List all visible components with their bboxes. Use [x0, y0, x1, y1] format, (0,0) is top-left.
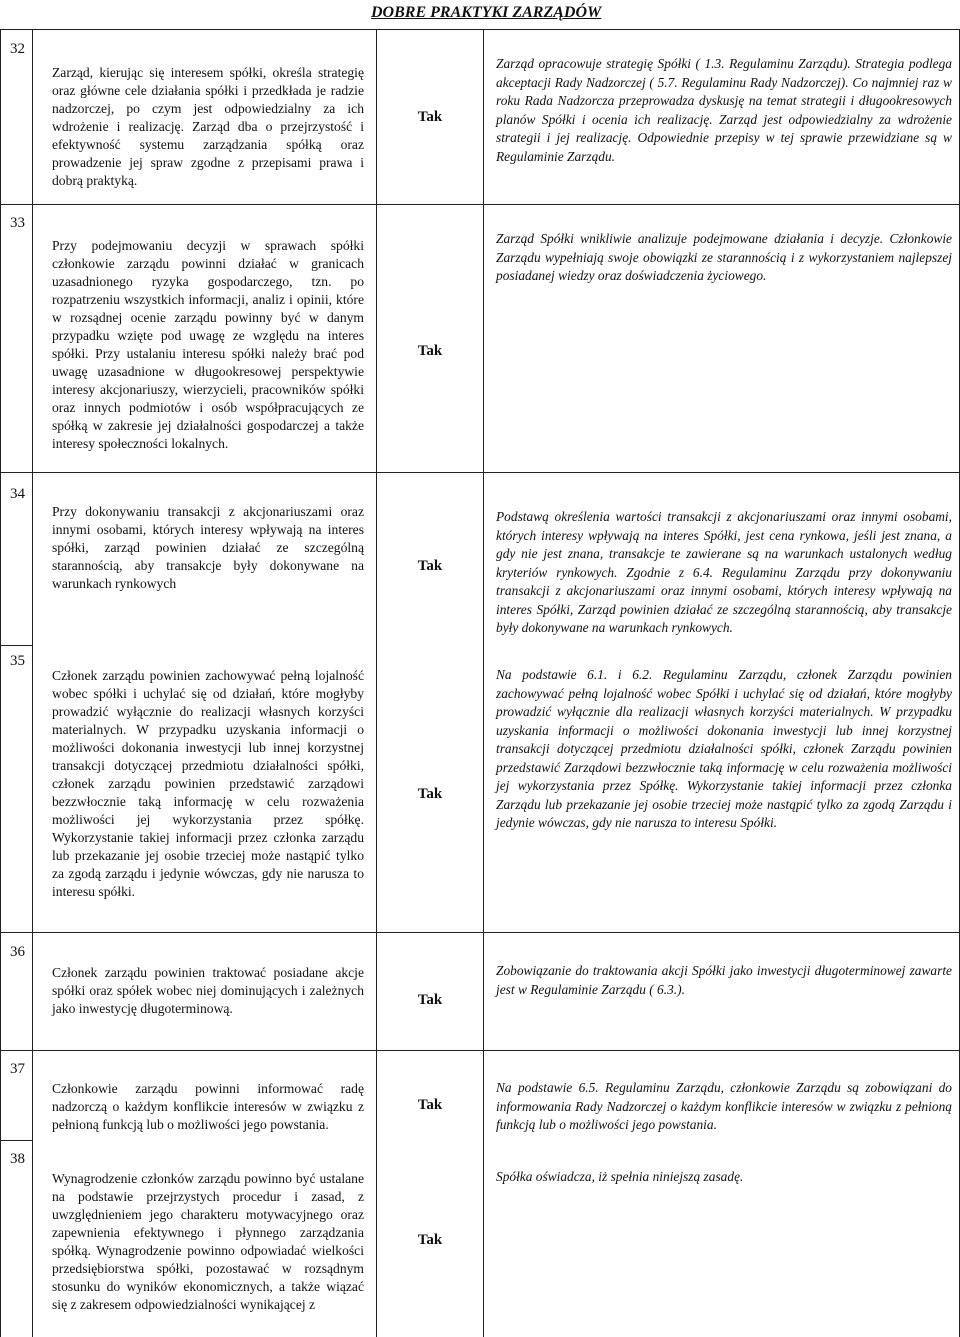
requirement-text: Członek zarządu powinien traktować posiadane akcje spółki oraz spółek wobec niej dominujących i zależnych jako inwestycję długoterminową.: [52, 965, 364, 1016]
comment-text: Podstawą określenia wartości transakcji z akcjonariuszami oraz innymi osobami, których interesy wpływają na interes Spółki, jest cena rynkowa, jeśli jest znana, a gdy nie jest znana, transakcje te zawierane są na warunkach ustalonych według kryteriów rynkowych. Zgodnie z 6.4. Regulaminu Zarządu przy dokonywaniu transakcji z akcjonariuszami oraz innymi osobami, których interesy wpływają na interes Spółki, Zarząd powinien działać ze szczególną starannością, aby transakcje były dokonywane na warunkach rynkowych.: [496, 509, 952, 635]
row-divider: [0, 204, 960, 205]
requirement-text: Zarząd, kierując się interesem spółki, określa strategię oraz główne cele działania spółki i przedkłada je radzie nadzorczej, po czym jest odpowiedzialny za ich wdrożenie i realizację. Zarząd dba o przejrzystość i efektywność systemu zarządzania spółką oraz prowadzenie jej spraw zgodne z przepisami prawa i dobrą praktyką.: [52, 65, 364, 188]
row-number: 37: [10, 1061, 25, 1077]
row-number: 34: [10, 486, 25, 502]
page-title: DOBRE PRAKTYKI ZARZĄDÓW: [371, 4, 602, 21]
row-number: 36: [10, 944, 25, 960]
column-divider: [376, 30, 377, 1337]
row-number: 35: [10, 653, 25, 669]
comment-text: Na podstawie 6.5. Regulaminu Zarządu, członkowie Zarządu są zobowiązani do informowania Rady Nadzorczej o każdym konflikcie interesów w związku z pełnioną funkcją lub o możliwości jego powstania.: [496, 1080, 952, 1132]
comment-text: Zarząd Spółki wnikliwie analizuje podejmowane działania i decyzje. Członkowie Zarządu wypełniają swoje obowiązki ze starannością i z wykorzystaniem najlepszej posiadanej wiedzy oraz doświadczenia życiowego.: [496, 231, 952, 283]
row-number: 38: [10, 1151, 25, 1167]
column-divider: [32, 30, 33, 1337]
requirement-text: Przy dokonywaniu transakcji z akcjonariuszami oraz innymi osobami, których interesy wpływają na interes spółki, zarząd powinien działać ze szczególną starannością, aby transakcje były dokonywane na warunkach rynkowych: [52, 504, 364, 591]
comment-text: Zarząd opracowuje strategię Spółki ( 1.3. Regulaminu Zarządu). Strategia podlega akceptacji Rady Nadzorczej ( 5.7. Regulaminu Rady Nadzorczej). Co najmniej raz w roku Rada Nadzorcza przeprowadza dyskusję na temat strategii i długookresowych planów Spółki i ocenia ich realizację. Zarząd jest odpowiedzialny za wdrożenie strategii i jej realizację. Odpowiednie przepisy w tej sprawie przewidziane są w Regulaminie Zarządu.: [496, 56, 952, 164]
row-divider: [0, 932, 960, 933]
status-value: Tak: [417, 1097, 443, 1113]
row-divider: [0, 472, 960, 473]
requirement-text: Członkowie zarządu powinni informować radę nadzorczą o każdym konflikcie interesów w związku z pełnioną funkcją lub o możliwości jego powstania.: [52, 1081, 364, 1132]
requirement-text: Członek zarządu powinien zachowywać pełną lojalność wobec spółki i uchylać się od działań, które mogłyby prowadzić wyłącznie do realizacji własnych korzyści materialnych. W przypadku uzyskania informacji o możliwości dokonania inwestycji lub innej korzystnej transakcji dotyczącej przedmiotu działalności spółki, członek zarządu powinien przedstawić zarządowi bezzwłocznie taką informację w celu rozważenia możliwości jej wykorzystania przez spółkę. Wykorzystanie takiej informacji przez członka zarządu lub przekazanie jej osobie trzeciej może nastąpić tylko za zgodą zarządu i jedynie wówczas, gdy nie narusza to interesu spółki.: [52, 668, 364, 899]
comment-text: Na podstawie 6.1. i 6.2. Regulaminu Zarządu, członek Zarządu powinien zachowywać pełną lojalność wobec Spółki i uchylać się od działań, które mogłyby prowadzić wyłącznie dla realizacji własnych korzyści materialnych. W przypadku uzyskania informacji o możliwości dokonania inwestycji lub innej korzystnej transakcji dotyczącej przedmiotu działalności spółki, członek Zarządu powinien przedstawić Zarządowi bezzwłocznie taką informację w celu rozważenia możliwości jej wykorzystania przez Spółkę. Wykorzystanie takiej informacji przez członka Zarządu lub przekazanie jej osobie trzeciej może nastąpić tylko za zgodą Zarządu i jedynie wówczas, gdy nie narusza to interesu Spółki.: [496, 667, 952, 830]
status-value: Tak: [417, 343, 443, 359]
row-number: 32: [10, 41, 25, 57]
row-divider: [0, 1050, 960, 1051]
row-number: 33: [10, 215, 25, 231]
status-value: Tak: [417, 786, 443, 802]
row-divider: [0, 645, 32, 646]
status-value: Tak: [417, 109, 443, 125]
comment-text: Spółka oświadcza, iż spełnia niniejszą zasadę.: [496, 1169, 744, 1184]
status-value: Tak: [417, 558, 443, 574]
comment-text: Zobowiązanie do traktowania akcji Spółki jako inwestycji długoterminowej zawarte jest w Regulaminie Zarządu ( 6.3.).: [496, 963, 952, 997]
header-divider: [0, 29, 960, 30]
status-value: Tak: [417, 1232, 443, 1248]
requirement-text: Przy podejmowaniu decyzji w sprawach spółki członkowie zarządu powinni działać w granicach uzasadnionego ryzyka gospodarczego, tzn. po rozpatrzeniu wszystkich informacji, analiz i opinii, które w rozsądnej ocenie zarządu powinny być w danym przypadku wzięte pod uwagę ze względu na interes spółki. Przy ustalaniu interesu spółki należy brać pod uwagę uzasadnione w długookresowej perspektywie interesy akcjonariuszy, wierzycieli, pracowników spółki oraz innych podmiotów i osób współpracujących ze spółką w zakresie jej działalności gospodarczej a także interesy społeczności lokalnych.: [52, 238, 364, 451]
status-value: Tak: [417, 992, 443, 1008]
requirement-text: Wynagrodzenie członków zarządu powinno być ustalane na podstawie przejrzystych procedur i zasad, z uwzględnieniem jego charakteru motywacyjnego oraz zapewnienia efektywnego i płynnego zarządzania spółką. Wynagrodzenie powinno odpowiadać wielkości przedsiębiorstwa spółki, pozostawać w rozsądnym stosunku do wyników ekonomicznych, a także wiązać się z zakresem odpowiedzialności wynikającej z: [52, 1171, 364, 1312]
page-header: [0, 0, 960, 30]
column-divider: [483, 30, 484, 1337]
row-divider: [0, 1140, 32, 1141]
